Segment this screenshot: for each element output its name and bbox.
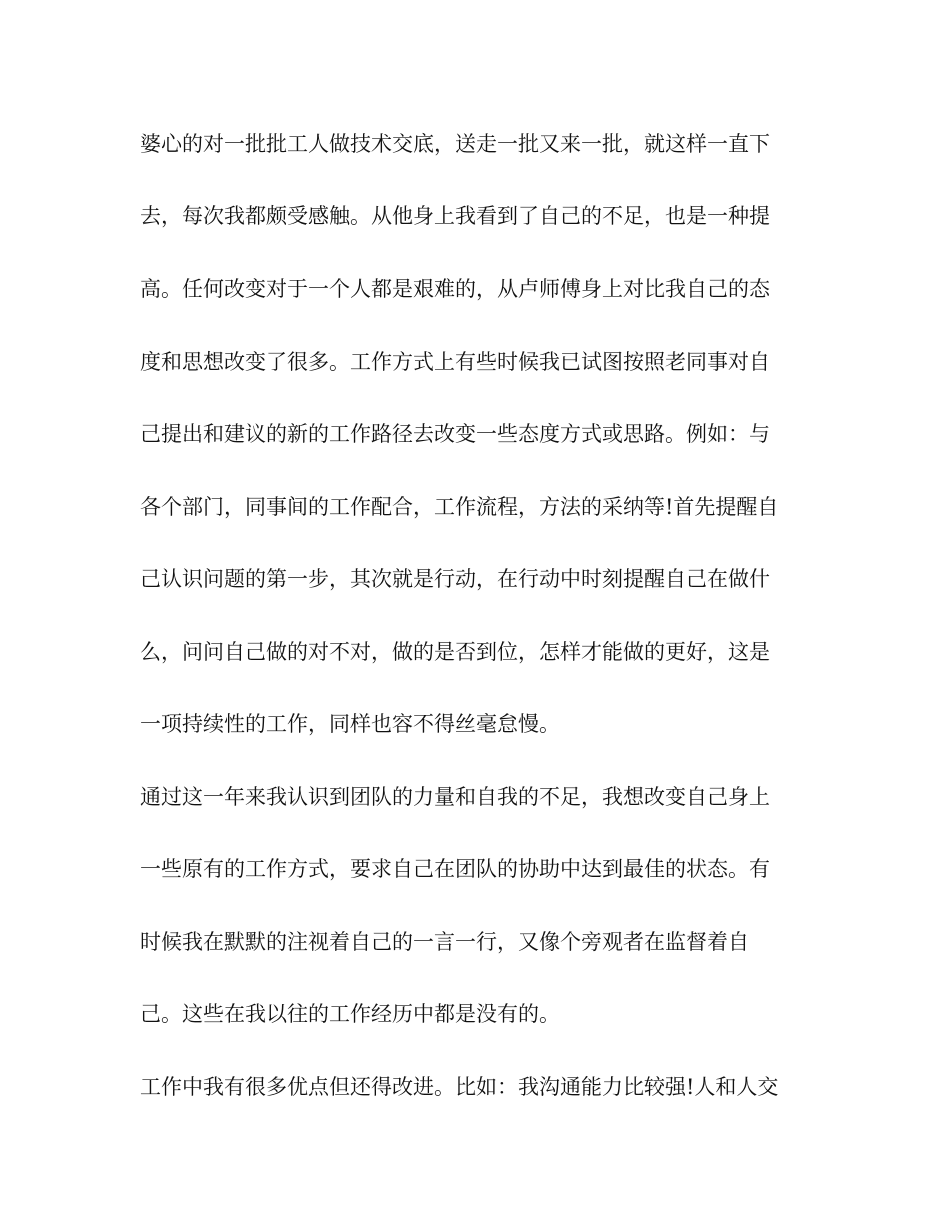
text-line: 度和思想改变了很多。工作方式上有些时候我已试图按照老同事对自 <box>140 350 770 374</box>
text-line: 己。这些在我以往的工作经历中都是没有的。 <box>140 1002 560 1026</box>
text-line: 各个部门，同事间的工作配合，工作流程，方法的采纳等!首先提醒自 <box>140 495 779 519</box>
text-line: 婆心的对一批批工人做技术交底，送走一批又来一批，就这样一直下 <box>140 132 770 156</box>
text-line: 一项持续性的工作，同样也容不得丝毫怠慢。 <box>140 712 560 736</box>
text-line: 去，每次我都颇受感触。从他身上我看到了自己的不足，也是一种提 <box>140 204 770 228</box>
text-line: 通过这一年来我认识到团队的力量和自我的不足，我想改变自己身上 <box>140 785 770 809</box>
text-line: 么，问问自己做的对不对，做的是否到位，怎样才能做的更好，这是 <box>140 640 770 664</box>
text-line: 高。任何改变对于一个人都是艰难的，从卢师傅身上对比我自己的态 <box>140 277 770 301</box>
text-line: 工作中我有很多优点但还得改进。比如：我沟通能力比较强!人和人交 <box>140 1075 779 1099</box>
text-line: 时候我在默默的注视着自己的一言一行，又像个旁观者在监督着自 <box>140 930 749 954</box>
text-line: 己认识问题的第一步，其次就是行动，在行动中时刻提醒自己在做什 <box>140 567 770 591</box>
text-line: 一些原有的工作方式，要求自己在团队的协助中达到最佳的状态。有 <box>140 857 770 881</box>
text-line: 己提出和建议的新的工作路径去改变一些态度方式或思路。例如：与 <box>140 422 770 446</box>
